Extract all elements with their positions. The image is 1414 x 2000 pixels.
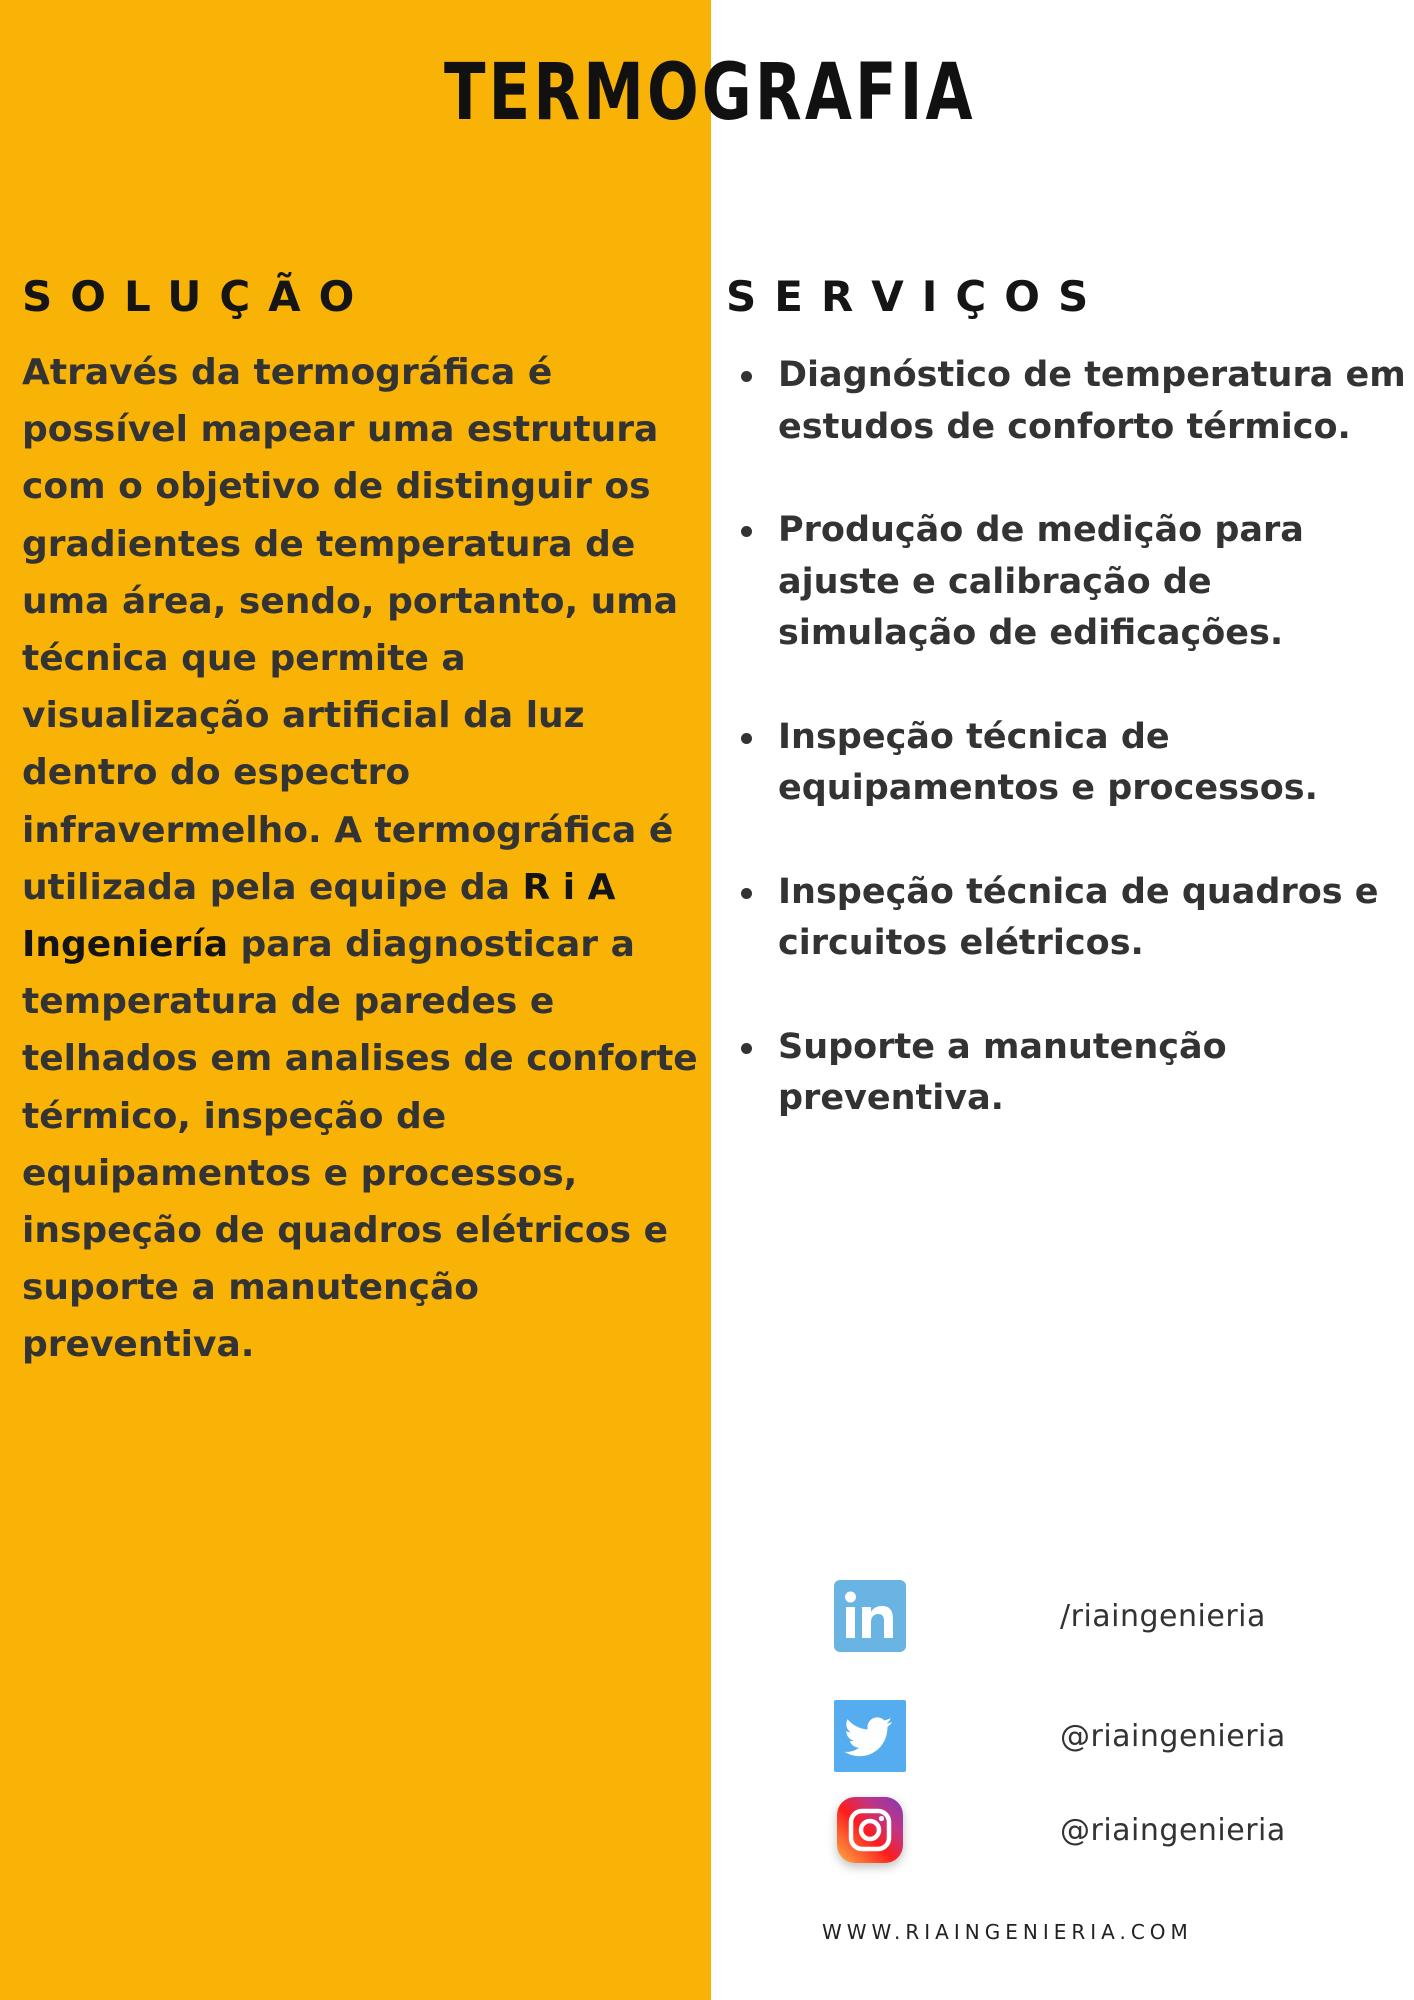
solucao-heading: SOLUÇÃO [22,272,373,321]
page-title: TERMOGRAFIA [444,48,976,138]
solucao-text-part-1: Através da termográfica é possível mapear uma estrutura com o objetivo de distinguir os gradientes de temperatura de uma área, sendo, portanto, uma técnica que permite a visualização artificial da luz dentro do espectro infravermelho. A termográfica é utilizada pela equipe da [22,352,679,908]
service-item-manutencao: Suporte a manutenção preventiva. [730,1022,1410,1125]
website-link[interactable]: WWW.RIAINGENIERIA.COM [822,1920,1193,1944]
twitter-icon[interactable] [834,1700,906,1772]
linkedin-handle[interactable]: /riaingenieria [1060,1598,1266,1634]
instagram-handle[interactable]: @riaingenieria [1060,1812,1286,1848]
service-item-medicao: Produção de medição para ajuste e calibração de simulação de edificações. [730,505,1410,660]
solucao-text-part-2: para diagnosticar a temperatura de paredes e telhados em analises de conforte térmico, inspeção de equipamentos e processos, inspeção de quadros elétricos e suporte a manutenção preventiva. [22,924,698,1366]
servicos-heading: SERVIÇOS [726,272,1107,321]
solucao-text [22,344,702,1374]
social-linkedin[interactable] [834,1580,1266,1652]
social-instagram[interactable] [834,1797,1286,1863]
twitter-handle[interactable]: @riaingenieria [1060,1718,1286,1754]
service-item-quadros: Inspeção técnica de quadros e circuitos elétricos. [730,867,1410,970]
instagram-icon[interactable] [837,1797,903,1863]
linkedin-icon[interactable] [834,1580,906,1652]
brand-name: R i A Ingeniería [22,866,616,966]
service-item-diagnostico: Diagnóstico de temperatura em estudos de conforto térmico. [730,350,1410,453]
service-item-equipamentos: Inspeção técnica de equipamentos e processos. [730,712,1410,815]
services-list [730,350,1410,1177]
social-twitter[interactable] [834,1700,1286,1772]
